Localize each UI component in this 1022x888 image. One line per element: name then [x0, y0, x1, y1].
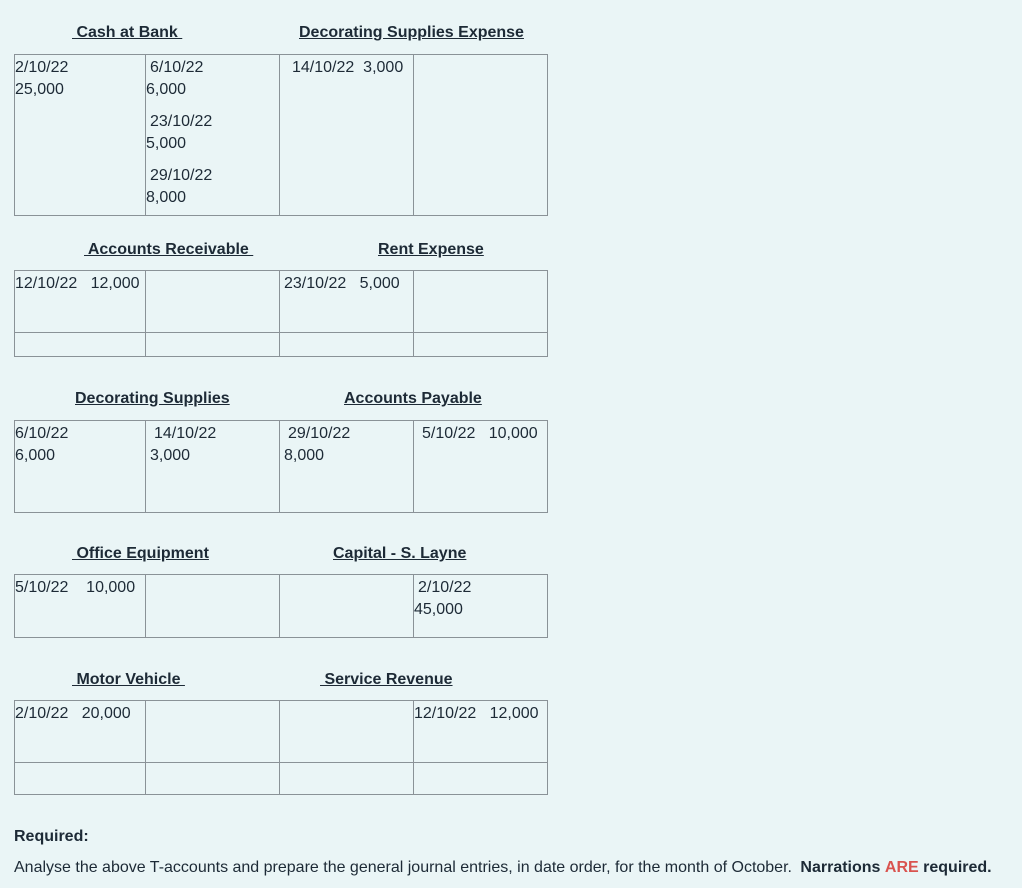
entry: 23/10/22 5,000 — [284, 275, 400, 292]
service-revenue-credit — [414, 701, 548, 763]
motor-vehicle-total-debit — [15, 763, 146, 795]
entry: 12/10/22 12,000 — [15, 275, 140, 292]
entry-date: 29/10/22 — [150, 167, 213, 184]
entry: 5/10/22 10,000 — [422, 425, 538, 442]
accounts-payable-debit — [280, 421, 414, 513]
accounts-receivable-total-debit — [15, 333, 146, 357]
capital-debit — [280, 575, 414, 638]
accounts-payable-credit — [414, 421, 548, 513]
decorating-supplies-title: Decorating Supplies — [75, 390, 230, 407]
accounts-receivable-title: Accounts Receivable — [84, 241, 254, 258]
decorating-supplies-expense-credit — [414, 55, 548, 216]
decorating-supplies-expense-title: Decorating Supplies Expense — [299, 24, 524, 41]
entry-amount: 25,000 — [15, 81, 64, 98]
service-revenue-total-debit — [280, 763, 414, 795]
entry-date: 6/10/22 — [150, 59, 204, 76]
accounts-payable-title: Accounts Payable — [344, 390, 482, 407]
office-equipment-debit — [15, 575, 146, 638]
entry: 2/10/22 20,000 — [15, 705, 131, 722]
t-accounts-row-1 — [14, 54, 548, 216]
entry-amount: 3,000 — [150, 447, 191, 464]
capital-credit — [414, 575, 548, 638]
entry-date: 14/10/22 — [154, 425, 217, 442]
motor-vehicle-total-credit — [146, 763, 280, 795]
rent-expense-debit — [280, 271, 414, 333]
required-heading: Required: — [14, 828, 89, 845]
rent-expense-total-credit — [414, 333, 548, 357]
cash-at-bank-credit — [146, 55, 280, 216]
office-equipment-credit — [146, 575, 280, 638]
decorating-supplies-credit — [146, 421, 280, 513]
are-emphasis: ARE — [884, 859, 919, 876]
entry-amount: 8,000 — [146, 189, 187, 206]
narrations-label: Narrations — [800, 859, 881, 876]
motor-vehicle-title: Motor Vehicle — [72, 671, 185, 688]
service-revenue-title: Service Revenue — [320, 671, 453, 688]
t-accounts-row-5 — [14, 700, 548, 795]
entry: 14/10/22 3,000 — [292, 59, 404, 76]
entry-date: 29/10/22 — [288, 425, 351, 442]
entry: 12/10/22 12,000 — [414, 705, 539, 722]
motor-vehicle-credit — [146, 701, 280, 763]
required-instructions — [14, 859, 992, 877]
accounts-receivable-credit — [146, 271, 280, 333]
accounts-receivable-total-credit — [146, 333, 280, 357]
motor-vehicle-debit — [15, 701, 146, 763]
service-revenue-total-credit — [414, 763, 548, 795]
instructions-text: Analyse the above T-accounts and prepare the general journal entries, in date order, for the month of October. — [14, 859, 792, 876]
decorating-supplies-expense-debit — [280, 55, 414, 216]
office-equipment-title: Office Equipment — [72, 545, 209, 562]
t-accounts-row-2 — [14, 270, 548, 357]
cash-at-bank-title: Cash at Bank — [72, 24, 183, 41]
accounts-receivable-debit — [15, 271, 146, 333]
entry-date: 2/10/22 — [15, 59, 69, 76]
entry-date: 6/10/22 — [15, 425, 69, 442]
entry: 5/10/22 10,000 — [15, 579, 136, 596]
capital-title: Capital - S. Layne — [333, 545, 467, 562]
entry-amount: 6,000 — [146, 81, 187, 98]
entry-amount: 45,000 — [414, 601, 463, 618]
entry-date: 2/10/22 — [418, 579, 472, 596]
rent-expense-total-debit — [280, 333, 414, 357]
service-revenue-debit — [280, 701, 414, 763]
decorating-supplies-debit — [15, 421, 146, 513]
entry-amount: 5,000 — [146, 135, 187, 152]
t-accounts-row-4 — [14, 574, 548, 638]
rent-expense-title: Rent Expense — [378, 241, 484, 258]
cash-at-bank-debit — [15, 55, 146, 216]
rent-expense-credit — [414, 271, 548, 333]
entry-amount: 8,000 — [284, 447, 325, 464]
entry-amount: 6,000 — [15, 447, 56, 464]
entry-date: 23/10/22 — [150, 113, 213, 130]
required-label: required. — [923, 859, 992, 876]
t-accounts-row-3 — [14, 420, 548, 513]
